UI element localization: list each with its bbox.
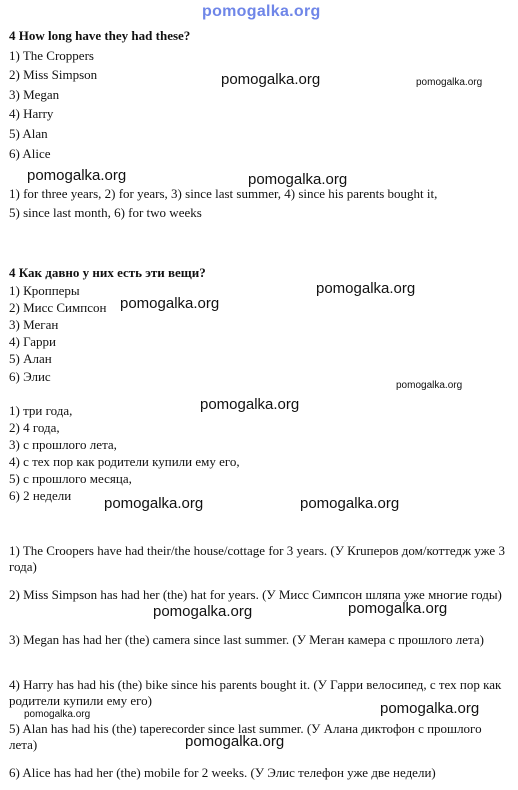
answer-line: 4) с тех пор как родители купили ему его, <box>9 454 240 469</box>
list-item: 2) Мисс Симпсон <box>9 300 107 315</box>
list-item: 4) Гарри <box>9 334 56 349</box>
watermark: pomogalka.org <box>185 733 285 750</box>
watermark: pomogalka.org <box>27 167 127 184</box>
list-item: 6) Элис <box>9 369 51 384</box>
sentence-item: 3) Megan has had her (the) camera since last summer. (У Меган камера с прошлого лета) <box>9 632 484 647</box>
answer-line: 5) since last month, 6) for two weeks <box>9 205 202 220</box>
answer-line: 2) 4 года, <box>9 420 60 435</box>
sentence-item: 5) Alan has had his (the) taperecorder since last summer. (У Алана диктофон с прошлого лета) <box>9 721 482 752</box>
watermark: pomogalka.org <box>416 77 483 88</box>
sentence-item: 4) Harry has had his (the) bike since his parents bought it. (У Гарри велосипед, с тех пор как родители купили ему его) <box>9 677 502 708</box>
list-item: 5) Алан <box>9 351 52 366</box>
answer-line: 1) три года, <box>9 403 73 418</box>
task-heading-ru: 4 Как давно у них есть эти вещи? <box>9 265 206 280</box>
list-item: 1) Кропперы <box>9 283 80 298</box>
answer-line: 5) с прошлого месяца, <box>9 471 132 486</box>
watermark: pomogalka.org <box>200 396 300 413</box>
sentence-item: 2) Miss Simpson has had her (the) hat for years. (У Мисс Симпсон шляпа уже многие годы) <box>9 587 502 602</box>
watermark-header: pomogalka.org <box>202 3 321 20</box>
list-item: 6) Alice <box>9 146 51 161</box>
watermark: pomogalka.org <box>24 709 91 720</box>
watermark: pomogalka.org <box>221 71 321 88</box>
list-item: 3) Megan <box>9 87 60 102</box>
list-item: 2) Miss Simpson <box>9 67 98 82</box>
watermark: pomogalka.org <box>396 380 463 391</box>
task-heading-en: 4 How long have they had these? <box>9 28 191 43</box>
answer-line: 3) с прошлого лета, <box>9 437 117 452</box>
watermark: pomogalka.org <box>380 700 480 717</box>
watermark: pomogalka.org <box>120 295 220 312</box>
sentence-item: 6) Alice has had her (the) mobile for 2 weeks. (У Элис телефон уже две недели) <box>9 765 436 780</box>
watermark: pomogalka.org <box>248 171 348 188</box>
watermark: pomogalka.org <box>300 495 400 512</box>
answer-line: 6) 2 недели <box>9 488 72 503</box>
sentence-item: 1) The Croopers have had their/the house/cottage for 3 years. (У Кruперов дом/коттедж уже 3 года) <box>9 543 505 574</box>
watermark: pomogalka.org <box>153 603 253 620</box>
answer-line: 1) for three years, 2) for years, 3) since last summer, 4) since his parents bought it, <box>9 186 438 201</box>
list-item: 3) Меган <box>9 317 59 332</box>
list-item: 4) Harry <box>9 106 54 121</box>
list-item: 1) The Croppers <box>9 48 94 63</box>
watermark: pomogalka.org <box>316 280 416 297</box>
watermark: pomogalka.org <box>348 600 448 617</box>
watermark: pomogalka.org <box>104 495 204 512</box>
list-item: 5) Alan <box>9 126 48 141</box>
